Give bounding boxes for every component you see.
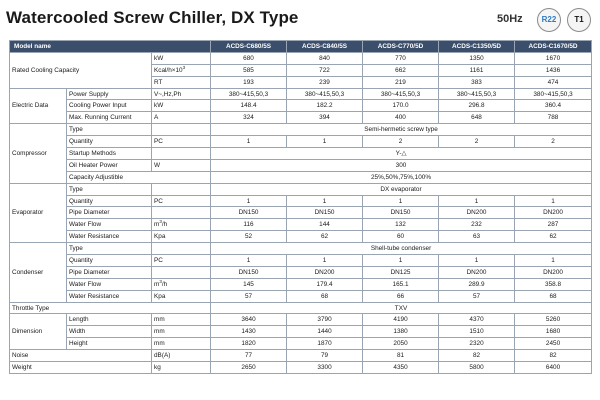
unit-cell: mm [152, 326, 211, 338]
merged-value-cell: TXV [211, 302, 592, 314]
param-label: Pipe Diameter [67, 266, 152, 278]
value-cell: 383 [439, 76, 515, 88]
unit-cell: Kpa [152, 290, 211, 302]
value-cell: 1820 [211, 338, 287, 350]
value-cell: 82 [515, 350, 592, 362]
value-cell: 68 [287, 290, 363, 302]
param-label: Capacity Adjustible [67, 171, 211, 183]
value-cell: 1 [363, 255, 439, 267]
value-cell: 1 [287, 136, 363, 148]
param-label: Width [67, 326, 152, 338]
unit-cell: kW [152, 100, 211, 112]
value-cell: 3300 [287, 362, 363, 374]
param-label: Quantity [67, 136, 152, 148]
value-cell: 289.9 [439, 278, 515, 290]
unit-cell: W [152, 159, 211, 171]
unit-cell: mm [152, 314, 211, 326]
table-row [10, 88, 592, 100]
value-cell: 2 [363, 136, 439, 148]
unit-cell: dB(A) [152, 350, 211, 362]
param-label: Max. Running Current [67, 112, 152, 124]
value-cell: DN125 [363, 266, 439, 278]
value-cell: 1870 [287, 338, 363, 350]
table-row [10, 207, 592, 219]
value-cell: 324 [211, 112, 287, 124]
climate-type-badge: T1 [567, 8, 591, 32]
group-label: Noise [10, 350, 152, 362]
value-cell: 62 [287, 231, 363, 243]
unit-cell [152, 148, 211, 160]
group-label: Dimension [10, 314, 67, 350]
value-cell: 1670 [515, 52, 592, 64]
table-row [10, 100, 592, 112]
param-label: Height [67, 338, 152, 350]
value-cell: 287 [515, 219, 592, 231]
value-cell: 182.2 [287, 100, 363, 112]
value-cell: 66 [363, 290, 439, 302]
model-header: ACDS-C840/5S [287, 41, 363, 53]
table-row [10, 314, 592, 326]
value-cell: 5800 [439, 362, 515, 374]
merged-value-cell: DX evaporator [211, 183, 592, 195]
param-label: Type [67, 243, 152, 255]
table-row [10, 52, 592, 64]
table-row [10, 266, 592, 278]
unit-text: /h [161, 221, 168, 229]
param-label: Pipe Diameter [67, 207, 152, 219]
value-cell: DN200 [287, 266, 363, 278]
param-label: Water Flow [67, 219, 152, 231]
value-cell: 1 [287, 255, 363, 267]
value-cell: 57 [211, 290, 287, 302]
value-cell: 165.1 [363, 278, 439, 290]
unit-cell: Kpa [152, 231, 211, 243]
model-header: ACDS-C770/5D [363, 41, 439, 53]
value-cell: DN150 [211, 266, 287, 278]
table-row [10, 362, 592, 374]
value-cell: 1 [439, 255, 515, 267]
value-cell: 380~415,50,3 [211, 88, 287, 100]
unit-cell: kg [152, 362, 211, 374]
merged-value-cell: 25%,50%,75%,100% [211, 171, 592, 183]
unit-text: /h [161, 280, 168, 288]
unit-superscript: 3 [182, 64, 186, 70]
group-label: Weight [10, 362, 152, 374]
unit-cell: PC [152, 255, 211, 267]
value-cell: 380~415,50,3 [287, 88, 363, 100]
value-cell: 380~415,50,3 [515, 88, 592, 100]
value-cell: 380~415,50,3 [363, 88, 439, 100]
table-row [10, 183, 592, 195]
value-cell: 193 [211, 76, 287, 88]
unit-cell [152, 243, 211, 255]
value-cell: 148.4 [211, 100, 287, 112]
table-row [10, 136, 592, 148]
value-cell: 1161 [439, 64, 515, 76]
param-label: Quantity [67, 255, 152, 267]
unit-cell: mm [152, 338, 211, 350]
unit-cell [152, 183, 211, 195]
group-label: Electric Data [10, 88, 67, 124]
value-cell: 1436 [515, 64, 592, 76]
model-header: ACDS-C680/5S [211, 41, 287, 53]
param-label: Oil Heater Power [67, 159, 152, 171]
table-row [10, 219, 592, 231]
group-label: Compressor [10, 124, 67, 183]
table-row [10, 124, 592, 136]
table-row [10, 290, 592, 302]
value-cell: DN200 [515, 266, 592, 278]
merged-value-cell: 300 [211, 159, 592, 171]
value-cell: 296.8 [439, 100, 515, 112]
value-cell: 1 [211, 195, 287, 207]
value-cell: 3640 [211, 314, 287, 326]
param-label: Power Supply [67, 88, 152, 100]
refrigerant-badge: R22 [537, 8, 561, 32]
param-label: Startup Methods [67, 148, 152, 160]
value-cell: 1 [515, 255, 592, 267]
value-cell: 79 [287, 350, 363, 362]
value-cell: DN200 [515, 207, 592, 219]
param-label: Length [67, 314, 152, 326]
table-row [10, 350, 592, 362]
value-cell: 145 [211, 278, 287, 290]
table-row [10, 148, 592, 160]
table-header-row [10, 41, 592, 53]
value-cell: 2650 [211, 362, 287, 374]
table-row [10, 243, 592, 255]
group-label: Condenser [10, 243, 67, 302]
table-row [10, 326, 592, 338]
model-header: ACDS-C1350/5D [439, 41, 515, 53]
table-row [10, 255, 592, 267]
value-cell: DN200 [439, 266, 515, 278]
unit-text: Kcal/h×10 [154, 66, 183, 74]
unit-cell: kW [152, 52, 211, 64]
value-cell: 1680 [515, 326, 592, 338]
value-cell: 2 [515, 136, 592, 148]
param-label: Type [67, 124, 152, 136]
value-cell: 81 [363, 350, 439, 362]
value-cell: 1 [439, 195, 515, 207]
table-row [10, 278, 592, 290]
value-cell: 648 [439, 112, 515, 124]
value-cell: 1 [211, 255, 287, 267]
value-cell: DN150 [363, 207, 439, 219]
value-cell: 2050 [363, 338, 439, 350]
unit-cell [152, 219, 211, 231]
value-cell: 400 [363, 112, 439, 124]
unit-superscript: 3 [159, 219, 162, 225]
unit-cell [152, 278, 211, 290]
table-row [10, 159, 592, 171]
unit-cell: PC [152, 136, 211, 148]
value-cell: 4350 [363, 362, 439, 374]
value-cell: 116 [211, 219, 287, 231]
unit-superscript: 3 [159, 278, 162, 284]
value-cell: DN200 [439, 207, 515, 219]
unit-text: m [154, 221, 160, 229]
unit-cell [152, 266, 211, 278]
value-cell: 2 [439, 136, 515, 148]
value-cell: 4190 [363, 314, 439, 326]
value-cell: 63 [439, 231, 515, 243]
value-cell: 219 [363, 76, 439, 88]
param-label: Type [67, 183, 152, 195]
value-cell: DN150 [287, 207, 363, 219]
value-cell: 788 [515, 112, 592, 124]
value-cell: 52 [211, 231, 287, 243]
value-cell: 132 [363, 219, 439, 231]
value-cell: 232 [439, 219, 515, 231]
table-row [10, 171, 592, 183]
value-cell: 358.8 [515, 278, 592, 290]
value-cell: 82 [439, 350, 515, 362]
model-name-header: Model name [10, 41, 211, 53]
value-cell: 62 [515, 231, 592, 243]
group-label: Throttle Type [10, 302, 211, 314]
value-cell: 1 [287, 195, 363, 207]
unit-cell: RT [152, 76, 211, 88]
unit-cell: PC [152, 195, 211, 207]
value-cell: 1510 [439, 326, 515, 338]
value-cell: 1380 [363, 326, 439, 338]
unit-cell: A [152, 112, 211, 124]
value-cell: 1 [363, 195, 439, 207]
model-header: ACDS-C1670/5D [515, 41, 592, 53]
unit-cell [152, 124, 211, 136]
value-cell: 585 [211, 64, 287, 76]
value-cell: 380~415,50,3 [439, 88, 515, 100]
page-header [0, 0, 600, 38]
value-cell: 68 [515, 290, 592, 302]
spec-table [9, 40, 592, 374]
value-cell: 474 [515, 76, 592, 88]
value-cell: 3790 [287, 314, 363, 326]
value-cell: 2320 [439, 338, 515, 350]
value-cell: 722 [287, 64, 363, 76]
unit-text: m [154, 280, 160, 288]
table-row [10, 338, 592, 350]
value-cell: 662 [363, 64, 439, 76]
value-cell: 144 [287, 219, 363, 231]
value-cell: 1430 [211, 326, 287, 338]
value-cell: 170.0 [363, 100, 439, 112]
value-cell: 394 [287, 112, 363, 124]
table-row [10, 231, 592, 243]
table-row [10, 302, 592, 314]
unit-cell [152, 207, 211, 219]
value-cell: 1 [211, 136, 287, 148]
merged-value-cell: Y-△ [211, 148, 592, 160]
param-label: Water Flow [67, 278, 152, 290]
frequency-label: 50Hz [497, 13, 523, 25]
value-cell: 840 [287, 52, 363, 64]
value-cell: 360.4 [515, 100, 592, 112]
page-title: Watercooled Screw Chiller, DX Type [6, 8, 299, 27]
unit-cell [152, 64, 211, 76]
value-cell: 5260 [515, 314, 592, 326]
merged-value-cell: Semi-hermetic screw type [211, 124, 592, 136]
value-cell: 1 [515, 195, 592, 207]
value-cell: 239 [287, 76, 363, 88]
param-label: Water Resistance [67, 231, 152, 243]
value-cell: 179.4 [287, 278, 363, 290]
value-cell: 680 [211, 52, 287, 64]
value-cell: 77 [211, 350, 287, 362]
group-label: Rated Cooling Capacity [10, 52, 152, 88]
value-cell: 60 [363, 231, 439, 243]
table-row [10, 195, 592, 207]
value-cell: 57 [439, 290, 515, 302]
param-label: Quantity [67, 195, 152, 207]
param-label: Water Resistance [67, 290, 152, 302]
value-cell: 770 [363, 52, 439, 64]
value-cell: 1440 [287, 326, 363, 338]
unit-cell: V~,Hz,Ph [152, 88, 211, 100]
value-cell: 1350 [439, 52, 515, 64]
value-cell: 4370 [439, 314, 515, 326]
param-label: Cooling Power Input [67, 100, 152, 112]
value-cell: DN150 [211, 207, 287, 219]
value-cell: 6400 [515, 362, 592, 374]
merged-value-cell: Shell-tube condenser [211, 243, 592, 255]
value-cell: 2450 [515, 338, 592, 350]
table-row [10, 112, 592, 124]
group-label: Evaporator [10, 183, 67, 242]
